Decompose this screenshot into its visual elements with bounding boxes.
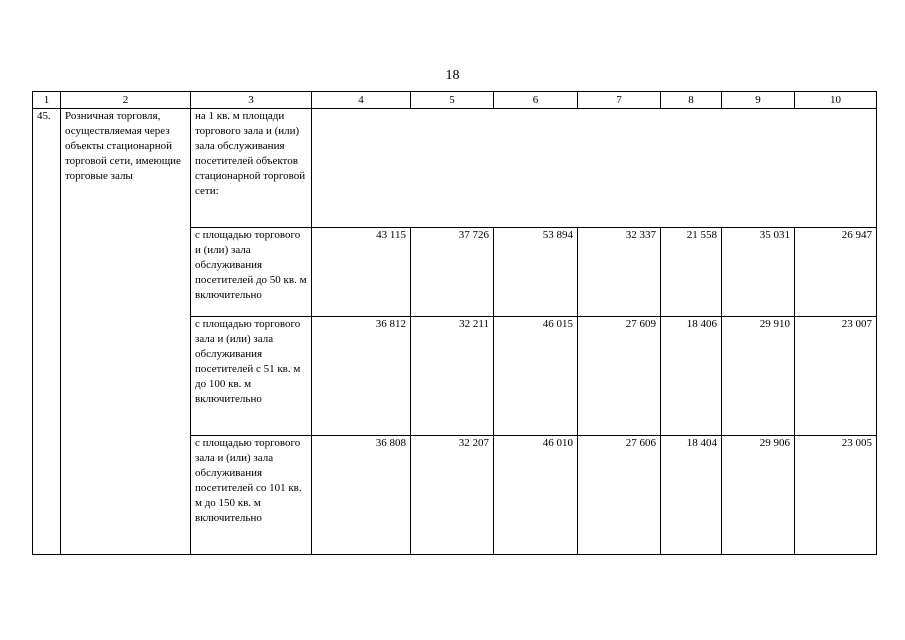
value-cell: 18 406 <box>661 317 722 436</box>
value-cell: 27 609 <box>578 317 661 436</box>
column-header: 7 <box>578 92 661 109</box>
value-cell: 37 726 <box>411 228 494 317</box>
value-cell: 29 910 <box>722 317 795 436</box>
value-cell: 35 031 <box>722 228 795 317</box>
column-header: 2 <box>61 92 191 109</box>
value-cell: 18 404 <box>661 436 722 555</box>
value-cell: 23 007 <box>795 317 877 436</box>
activity-name: Розничная торговля, осуществляемая через объекты стационарной торговой сети, имеющие торговые залы <box>61 109 191 555</box>
value-cell: 32 211 <box>411 317 494 436</box>
table-row <box>33 109 877 228</box>
value-cell: 23 005 <box>795 436 877 555</box>
column-header: 1 <box>33 92 61 109</box>
intro-spacer <box>312 109 877 228</box>
value-cell: 53 894 <box>494 228 578 317</box>
value-cell: 46 010 <box>494 436 578 555</box>
column-header: 4 <box>312 92 411 109</box>
area-label: с площадью торгового и (или) зала обслуживания посетителей до 50 кв. м включительно <box>191 228 312 317</box>
value-cell: 46 015 <box>494 317 578 436</box>
column-number-row <box>33 92 877 109</box>
column-header: 3 <box>191 92 312 109</box>
column-header: 8 <box>661 92 722 109</box>
value-cell: 26 947 <box>795 228 877 317</box>
column-header: 9 <box>722 92 795 109</box>
area-label: с площадью торгового зала и (или) зала обслуживания посетителей с 51 кв. м до 100 кв. м включительно <box>191 317 312 436</box>
column-header: 5 <box>411 92 494 109</box>
intro-text: на 1 кв. м площади торгового зала и (или) зала обслуживания посетителей объектов стационарной торговой сети: <box>191 109 312 228</box>
value-cell: 36 808 <box>312 436 411 555</box>
value-cell: 36 812 <box>312 317 411 436</box>
value-cell: 21 558 <box>661 228 722 317</box>
area-label: с площадью торгового зала и (или) зала обслуживания посетителей со 101 кв. м до 150 кв. м включительно <box>191 436 312 555</box>
column-header: 10 <box>795 92 877 109</box>
value-cell: 32 337 <box>578 228 661 317</box>
entry-number: 45. <box>33 109 61 555</box>
value-cell: 43 115 <box>312 228 411 317</box>
value-cell: 29 906 <box>722 436 795 555</box>
value-cell: 32 207 <box>411 436 494 555</box>
page-number: 18 <box>445 68 460 83</box>
value-cell: 27 606 <box>578 436 661 555</box>
tariff-table <box>32 91 877 555</box>
column-header: 6 <box>494 92 578 109</box>
